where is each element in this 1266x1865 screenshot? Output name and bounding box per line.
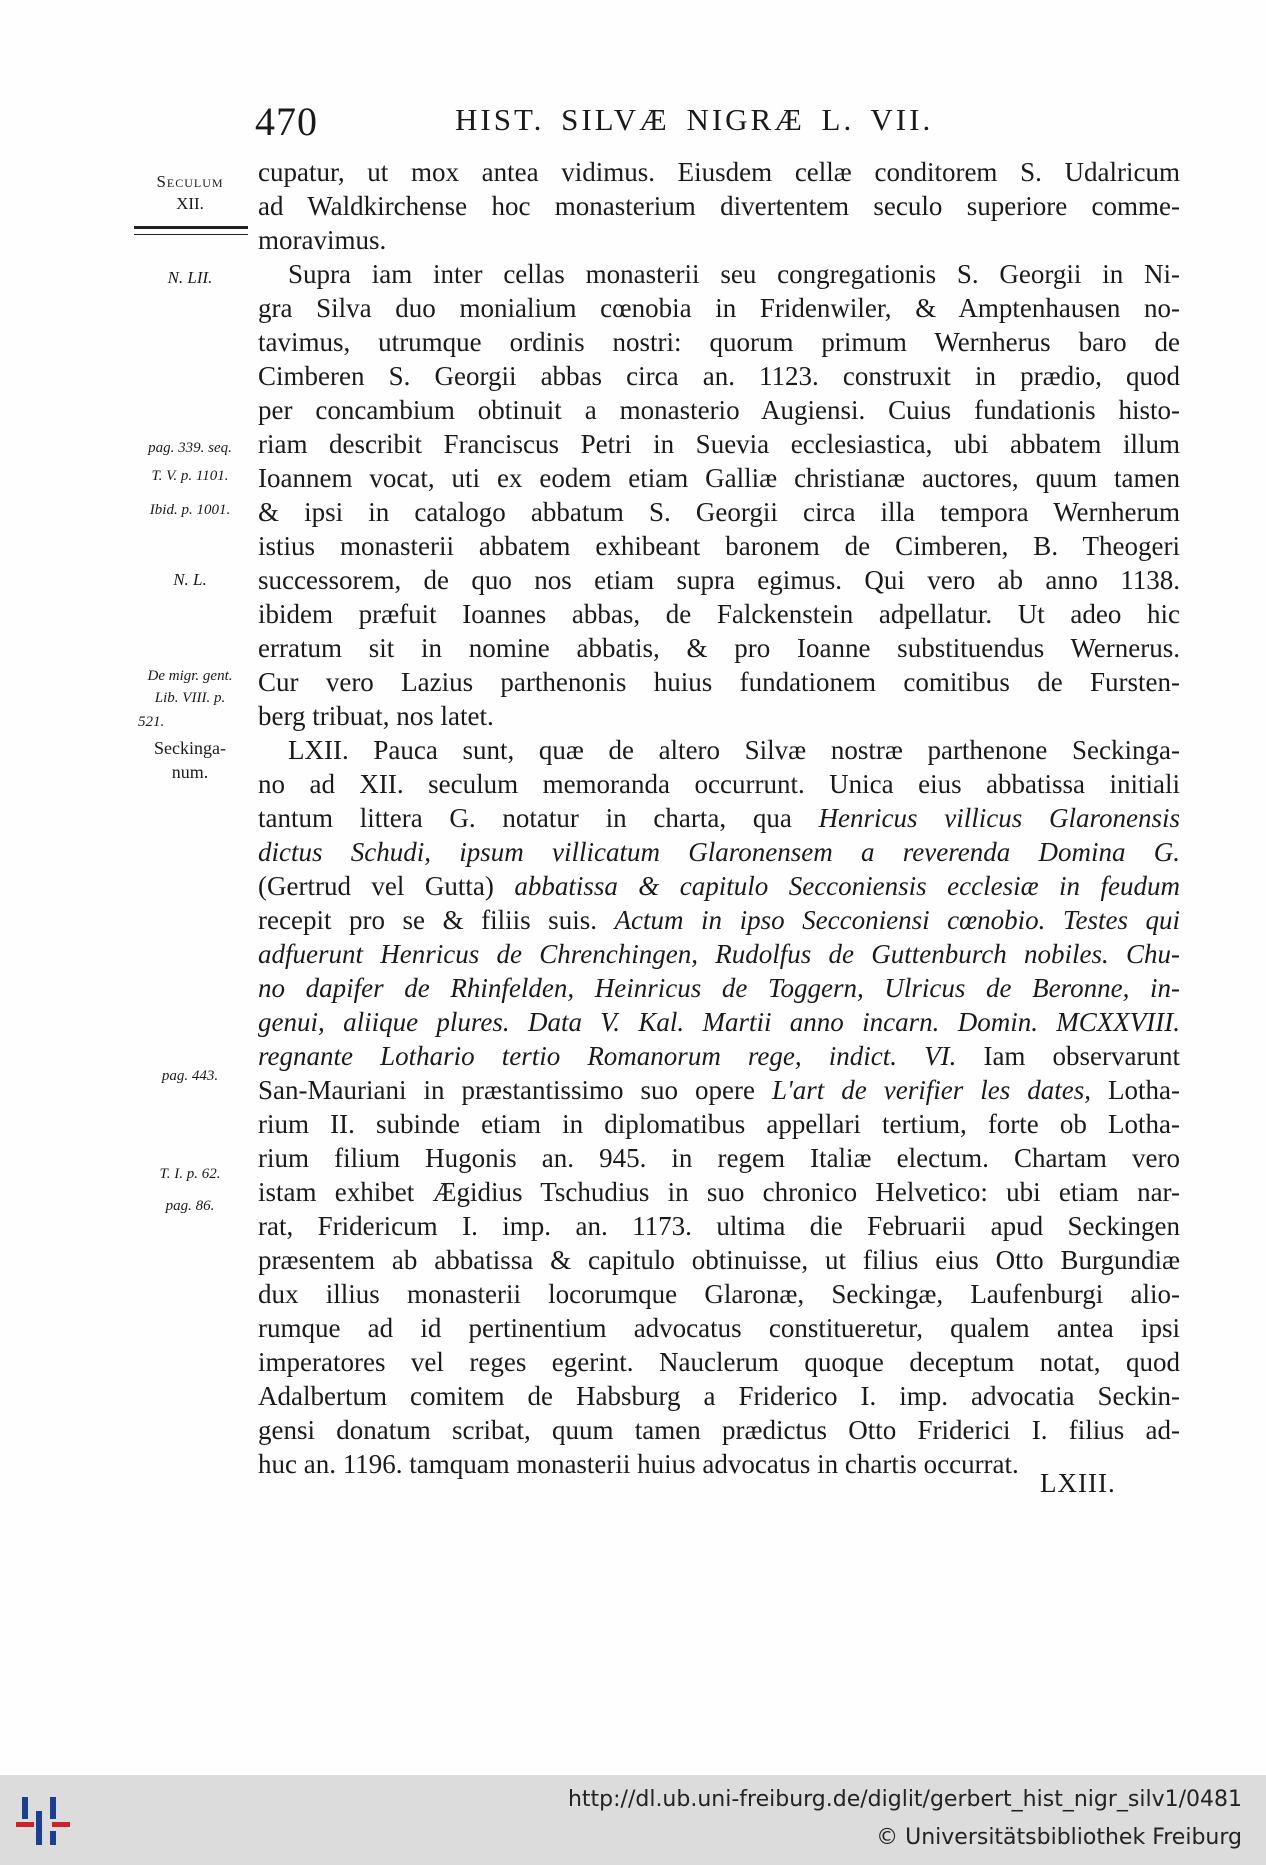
margin-seckinganum-1: Seckinga- <box>154 738 226 758</box>
margin-pag-339: pag. 339. seq. <box>148 440 232 456</box>
margin-ti-62: T. I. p. 62. <box>159 1166 221 1182</box>
text-line: dictus Schudi, ipsum villicatum Glaronensem a reverenda Domina G. <box>258 837 1180 867</box>
text-line: per concambium obtinuit a monasterio Augiensi. Cuius fundationis histo- <box>258 395 1180 425</box>
ub-freiburg-logo-icon <box>16 1789 76 1849</box>
text-line: præsentem ab abbatissa & capitulo obtinuisse, ut filius eius Otto Burgundiæ <box>258 1245 1180 1275</box>
running-title: HIST. SILVÆ NIGRÆ L. VII. <box>455 102 934 137</box>
text-line: Ioannem vocat, uti ex eodem etiam Galliæ christianæ auctores, quum tamen <box>258 463 1180 493</box>
page-header <box>255 98 1190 142</box>
text-line: genui, aliique plures. Data V. Kal. Martii anno incarn. Domin. MCXXVIII. <box>258 1007 1180 1037</box>
text-line: ad Waldkirchense hoc monasterium divertentem seculo superiore comme- <box>258 191 1180 221</box>
source-url-link[interactable]: http://dl.ub.uni-freiburg.de/diglit/gerbert_hist_nigr_silv1/0481 <box>567 1787 1242 1812</box>
text-line: berg tribuat, nos latet. <box>258 701 494 731</box>
text-line: recepit pro se & filiis suis. Actum in ipso Secconiensi cœnobio. Testes qui <box>258 905 1180 935</box>
margin-demigr-1: De migr. gent. <box>147 668 233 684</box>
copyright-text: © Universitätsbibliothek Freiburg <box>876 1825 1242 1850</box>
text-line: & ipsi in catalogo abbatum S. Georgii circa illa tempora Wernherum <box>258 497 1180 527</box>
text-line: istam exhibet Ægidius Tschudius in suo chronico Helvetico: ubi etiam nar- <box>258 1177 1180 1207</box>
text-line: no dapifer de Rhinfelden, Heinricus de Toggern, Ulricus de Beronne, in- <box>258 973 1180 1003</box>
margin-n-lii: N. LII. <box>167 268 213 287</box>
text-line: tavimus, utrumque ordinis nostri: quorum primum Wernherus baro de <box>258 327 1180 357</box>
catchword: LXIII. <box>1040 1468 1116 1498</box>
text-line: istius monasterii abbatem exhibeant baronem de Cimberen, B. Theogeri <box>258 531 1180 561</box>
page-number: 470 <box>255 99 318 144</box>
text-line: regnante Lothario tertio Romanorum rege, indict. VI. Iam observarunt <box>258 1041 1180 1071</box>
text-line: adfuerunt Henricus de Chrenchingen, Rudolfus de Guttenburch nobiles. Chu- <box>258 939 1180 969</box>
text-line: imperatores vel reges egerint. Nauclerum quoque deceptum notat, quod <box>258 1347 1180 1377</box>
text-line: Cur vero Lazius parthenonis huius fundationem comitibus de Fursten- <box>258 667 1180 697</box>
margin-seculum: Seculum <box>156 172 224 191</box>
text-line: moravimus. <box>258 225 387 255</box>
margin-pag-443: pag. 443. <box>161 1068 219 1084</box>
text-line: San-Mauriani in præstantissimo suo opere L'art de verifier les dates, Lotha- <box>258 1075 1180 1105</box>
text-line: dux illius monasterii locorumque Glaronæ, Seckingæ, Laufenburgi alio- <box>258 1279 1180 1309</box>
text-line: successorem, de quo nos etiam supra egimus. Qui vero ab anno 1138. <box>258 565 1180 595</box>
text-line: rat, Fridericum I. imp. an. 1173. ultima die Februarii apud Seckingen <box>258 1211 1180 1241</box>
text-line: no ad XII. seculum memoranda occurrunt. Unica eius abbatissa initiali <box>258 769 1180 799</box>
margin-tv-1101: T. V. p. 1101. <box>151 468 229 484</box>
text-line: (Gertrud vel Gutta) abbatissa & capitulo Secconiensis ecclesiæ in feudum <box>258 871 1180 901</box>
margin-rule <box>134 226 248 229</box>
margin-seckinganum-2: num. <box>171 762 209 782</box>
text-line: ibidem præfuit Ioannes abbas, de Falckenstein adpellatur. Ut adeo hic <box>258 599 1180 629</box>
text-line: rium filium Hugonis an. 945. in regem Italiæ electum. Chartam vero <box>258 1143 1180 1173</box>
text-line: huc an. 1196. tamquam monasterii huius advocatus in chartis occurrat. <box>258 1449 1019 1479</box>
text-line: rium II. subinde etiam in diplomatibus appellari tertium, forte ob Lotha- <box>258 1109 1180 1139</box>
margin-n-l: N. L. <box>173 570 207 589</box>
text-line: rumque ad id pertinentium advocatus constitueretur, qualem antea ipsi <box>258 1313 1180 1343</box>
text-line: riam describit Franciscus Petri in Suevia ecclesiastica, ubi abbatem illum <box>258 429 1180 459</box>
text-line: tantum littera G. notatur in charta, qua Henricus villicus Glaronensis <box>258 803 1181 833</box>
text-line: cupatur, ut mox antea vidimus. Eiusdem cellæ conditorem S. Udalricum <box>258 157 1180 187</box>
margin-seculum-number: XII. <box>176 194 204 213</box>
text-line: Adalbertum comitem de Habsburg a Friderico I. imp. advocatia Seckin- <box>258 1381 1180 1411</box>
margin-demigr-2: Lib. VIII. p. <box>154 690 226 706</box>
text-line: Supra iam inter cellas monasterii seu congregationis S. Georgii in Ni- <box>288 259 1180 289</box>
text-line: erratum sit in nomine abbatis, & pro Ioanne substituendus Wernerus. <box>258 633 1180 663</box>
text-line: Cimberen S. Georgii abbas circa an. 1123. construxit in prædio, quod <box>258 361 1180 391</box>
footer-bar <box>0 1775 1266 1865</box>
margin-rule-thin <box>134 234 248 235</box>
margin-demigr-3: 521. <box>138 714 165 730</box>
text-line: gensi donatum scribat, quum tamen prædictus Otto Friderici I. filius ad- <box>258 1415 1180 1445</box>
text-line: gra Silva duo monialium cœnobia in Fridenwiler, & Amptenhausen no- <box>258 293 1180 323</box>
margin-pag-86: pag. 86. <box>165 1198 215 1214</box>
margin-ibid-1001: Ibid. p. 1001. <box>149 502 231 518</box>
text-line: LXII. Pauca sunt, quæ de altero Silvæ nostræ parthenone Seckinga- <box>288 735 1180 765</box>
